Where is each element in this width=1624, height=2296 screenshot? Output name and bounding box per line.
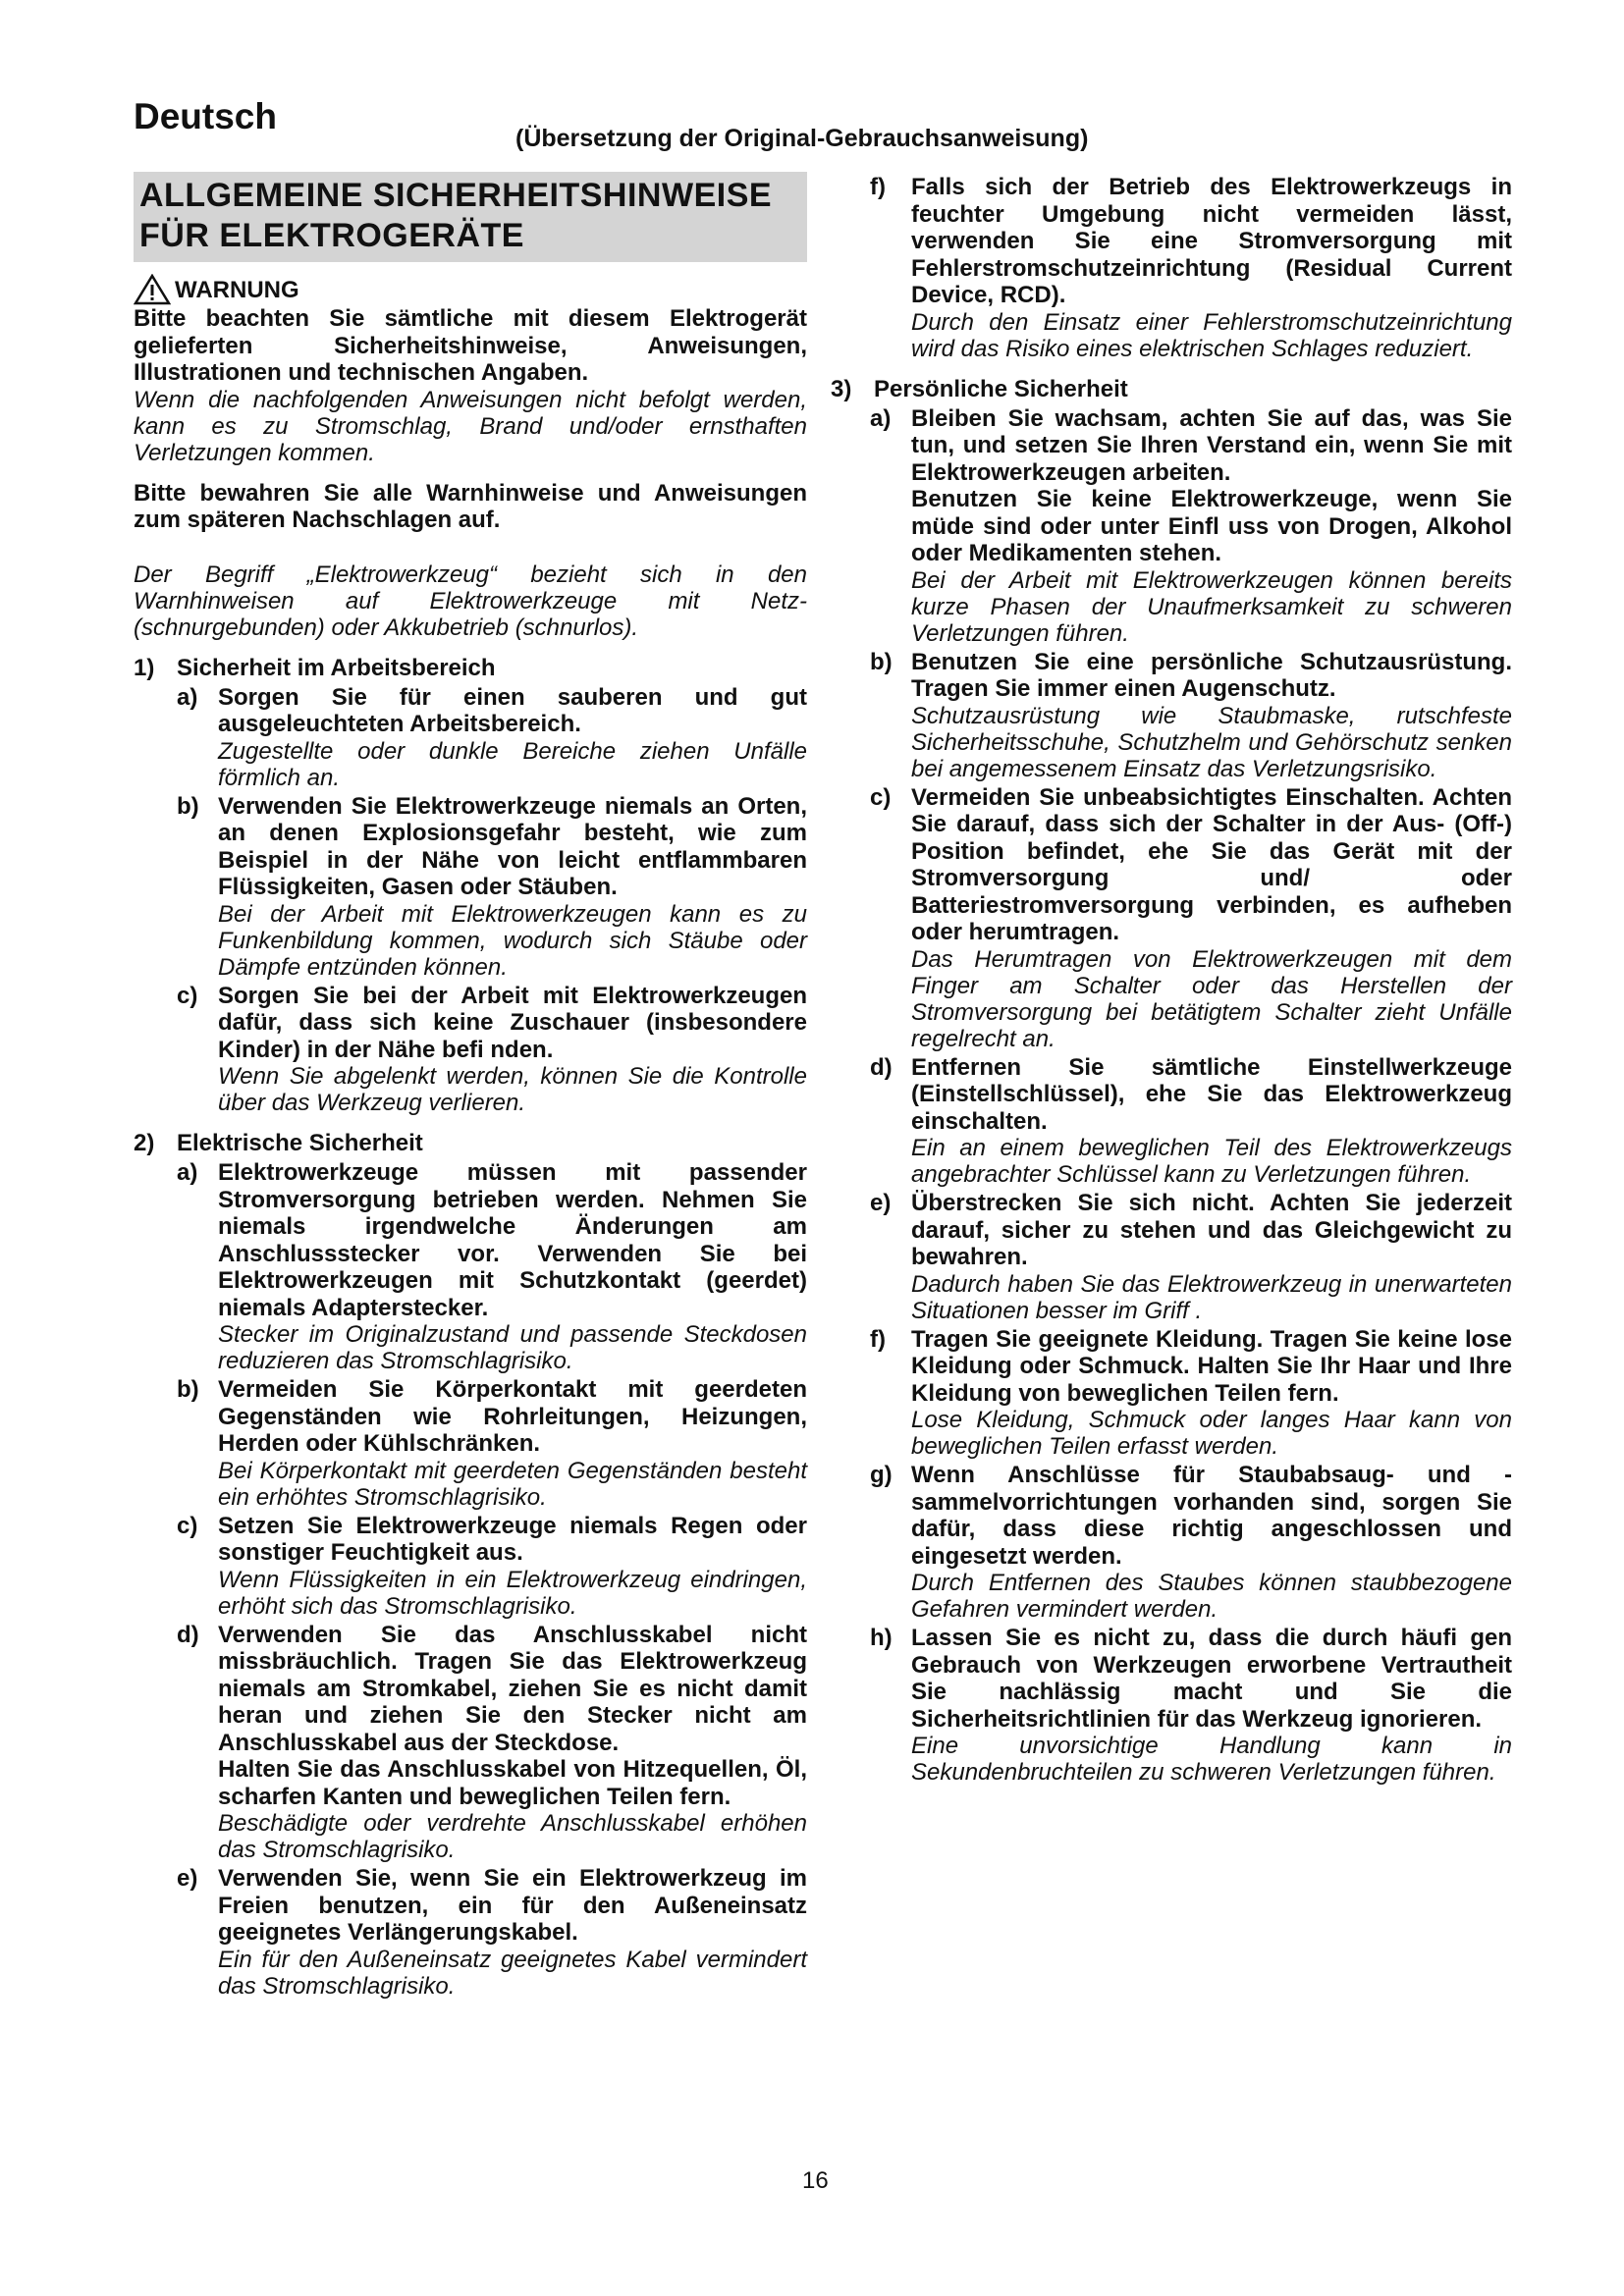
right-column xyxy=(831,172,1512,1786)
list-item: a) Sorgen Sie für einen sauberen und gut ausgeleuchteten Arbeitsbereich. Zugestellte oder dunkle Bereiche ziehen Unfälle förmlich an. xyxy=(177,683,807,791)
list-item: e) Verwenden Sie, wenn Sie ein Elektrowerkzeug im Freien benutzen, ein für den Außeneinsatz geeignetes Verlängerungskabel. Ein für den Außeneinsatz geeignetes Kabel vermindert das Stromschlagrisiko. xyxy=(177,1865,807,2000)
list-item: f) Falls sich der Betrieb des Elektrowerkzeugs in feuchter Umgebung nicht vermeiden lässt, verwenden Sie eine Stromversorgung mit Fehlerstromschutzeinrichtung (Residual Current Device, RCD). Durch den Einsatz einer Fehlerstromschutzeinrichtung wird das Risiko eines elektrischen Schlages reduziert. xyxy=(870,174,1512,362)
list-item: c) Setzen Sie Elektrowerkzeuge niemals Regen oder sonstiger Feuchtigkeit aus. Wenn Flüssigkeiten in ein Elektrowerkzeug eindringen, erhöht sich das Stromschlagrisiko. xyxy=(177,1512,807,1620)
list-item: a) Elektrowerkzeuge müssen mit passender Stromversorgung betrieben werden. Nehmen Sie niemals irgendwelche Änderungen am Anschlussstecker vor. Verwenden Sie bei Elektrowerkzeugen mit Schutzkontakt (geerdet) niemals Adapterstecker. Stecker im Originalzustand und passende Steckdosen reduzieren das Stromschlagrisiko. xyxy=(177,1159,807,1374)
list-item: b) Benutzen Sie eine persönliche Schutzausrüstung. Tragen Sie immer einen Augenschutz. Schutzausrüstung wie Staubmaske, rutschfeste Sicherheitsschuhe, Schutzhelm und Gehörschutz senken bei angemessenem Einsatz das Verletzungsrisiko. xyxy=(870,648,1512,782)
section-heading: 1) Sicherheit im Arbeitsbereich xyxy=(134,654,496,681)
list-item: a) Bleiben Sie wachsam, achten Sie auf das, was Sie tun, und setzen Sie Ihren Verstand ein, wenn Sie mit Elektrowerkzeugen arbeiten. Benutzen Sie keine Elektrowerkzeuge, wenn Sie müde sind oder unter Einfl uss von Drogen, Alkohol oder Medikamenten stehen. Bei der Arbeit mit Elektrowerkzeugen können bereits kurze Phasen der Unaufmerksamkeit zu schweren Verletzungen führen. xyxy=(870,404,1512,647)
list-item: b) Vermeiden Sie Körperkontakt mit geerdeten Gegenständen wie Rohrleitungen, Heizungen, Herden oder Kühlschränken. Bei Körperkontakt mit geerdeten Gegenständen besteht ein erhöhtes Stromschlagrisiko. xyxy=(177,1376,807,1511)
list-item: d) Verwenden Sie das Anschlusskabel nicht missbräuchlich. Tragen Sie das Elektrowerkzeug niemals am Stromkabel, ziehen Sie es nicht damit heran und ziehen Sie den Stecker nicht am Anschlusskabel aus der Steckdose. Halten Sie das Anschlusskabel von Hitzequellen, Öl, scharfen Kanten und beweglichen Teilen fern. Beschädigte oder verdrehte Anschlusskabel erhöhen das Stromschlagrisiko. xyxy=(177,1621,807,1863)
list-item: f) Tragen Sie geeignete Kleidung. Tragen Sie keine lose Kleidung oder Schmuck. Halten Sie Ihr Haar und Ihre Kleidung von beweglichen Teilen fern. Lose Kleidung, Schmuck oder langes Haar kann von beweglichen Teilen erfasst werden. xyxy=(870,1325,1512,1460)
section-heading: 3) Persönliche Sicherheit xyxy=(831,375,1128,402)
warning-label: WARNUNG xyxy=(175,276,299,303)
document-subtitle: (Übersetzung der Original-Gebrauchsanweisung) xyxy=(515,125,1089,152)
list-item: h) Lassen Sie es nicht zu, dass die durch häufi gen Gebrauch von Werkzeugen erworbene Vertrautheit Sie nachlässig macht und Sie die Sicherheitsrichtlinien für das Werkzeug ignorieren. Eine unvorsichtige Handlung kann in Sekundenbruchteilen zu schweren Verletzungen führen. xyxy=(870,1625,1512,1786)
list-item: g) Wenn Anschlüsse für Staubabsaug- und -sammelvorrichtungen vorhanden sind, sorgen Sie dafür, dass diese richtig angeschlossen und eingesetzt werden. Durch Entfernen des Staubes können staubbezogene Gefahren vermindert werden. xyxy=(870,1462,1512,1623)
warning-italic-text: Wenn die nachfolgenden Anweisungen nicht befolgt werden, kann es zu Stromschlag, Brand und/oder ernsthaften Verletzungen kommen. xyxy=(134,386,807,466)
list-item: d) Entfernen Sie sämtliche Einstellwerkzeuge (Einstellschlüssel), ehe Sie das Elektrowerkzeug einschalten. Ein an einem beweglichen Teil des Elektrowerkzeugs angebrachter Schlüssel kann zu Verletzungen führen. xyxy=(870,1053,1512,1188)
section-title: ALLGEMEINE SICHERHEITSHINWEISE FÜR ELEKTROGERÄTE xyxy=(134,172,807,262)
keep-notice: Bitte bewahren Sie alle Warnhinweise und Anweisungen zum späteren Nachschlagen auf. xyxy=(134,479,807,533)
page-number: 16 xyxy=(802,2167,829,2194)
left-column xyxy=(134,172,807,2000)
section-heading: 2) Elektrische Sicherheit xyxy=(134,1130,423,1156)
warning-bold-text: Bitte beachten Sie sämtliche mit diesem Elektrogerät gelieferten Sicherheitshinweise, Anweisungen, Illustrationen und technischen Angaben. xyxy=(134,305,807,386)
list-item: c) Sorgen Sie bei der Arbeit mit Elektrowerkzeugen dafür, dass sich keine Zuschauer (insbesondere Kinder) in der Nähe befi nden. Wenn Sie abgelenkt werden, können Sie die Kontrolle über das Werkzeug verlieren. xyxy=(177,982,807,1116)
list-item: b) Verwenden Sie Elektrowerkzeuge niemals an Orten, an denen Explosionsgefahr besteht, wie zum Beispiel in der Nähe von leicht entflammbaren Flüssigkeiten, Gasen oder Stäuben. Bei der Arbeit mit Elektrowerkzeugen kann es zu Funkenbildung kommen, wodurch sich Stäube oder Dämpfe entzünden können. xyxy=(177,792,807,981)
warning-triangle-icon xyxy=(134,274,171,305)
list-item: e) Überstrecken Sie sich nicht. Achten Sie jederzeit darauf, sicher zu stehen und das Gleichgewicht zu bewahren. Dadurch haben Sie das Elektrowerkzeug in unerwarteten Situationen besser im Griff . xyxy=(870,1190,1512,1324)
list-item: c) Vermeiden Sie unbeabsichtigtes Einschalten. Achten Sie darauf, dass sich der Schalter in der Aus- (Off-) Position befindet, ehe Sie das Gerät mit der Stromversorgung und/ oder Batteriestromversorgung verbinden, es aufheben oder herumtragen. Das Herumtragen von Elektrowerkzeugen mit dem Finger am Schalter oder das Herstellen der Stromversorgung bei betätigtem Schalter zieht Unfälle regelrecht an. xyxy=(870,783,1512,1052)
language-heading: Deutsch xyxy=(134,96,277,136)
warning-heading xyxy=(134,274,807,305)
definition-text: Der Begriff „Elektrowerkzeug“ bezieht sich in den Warnhinweisen auf Elektrowerkzeuge mit Netz- (schnurgebunden) oder Akkubetrieb (schnurlos). xyxy=(134,561,807,641)
